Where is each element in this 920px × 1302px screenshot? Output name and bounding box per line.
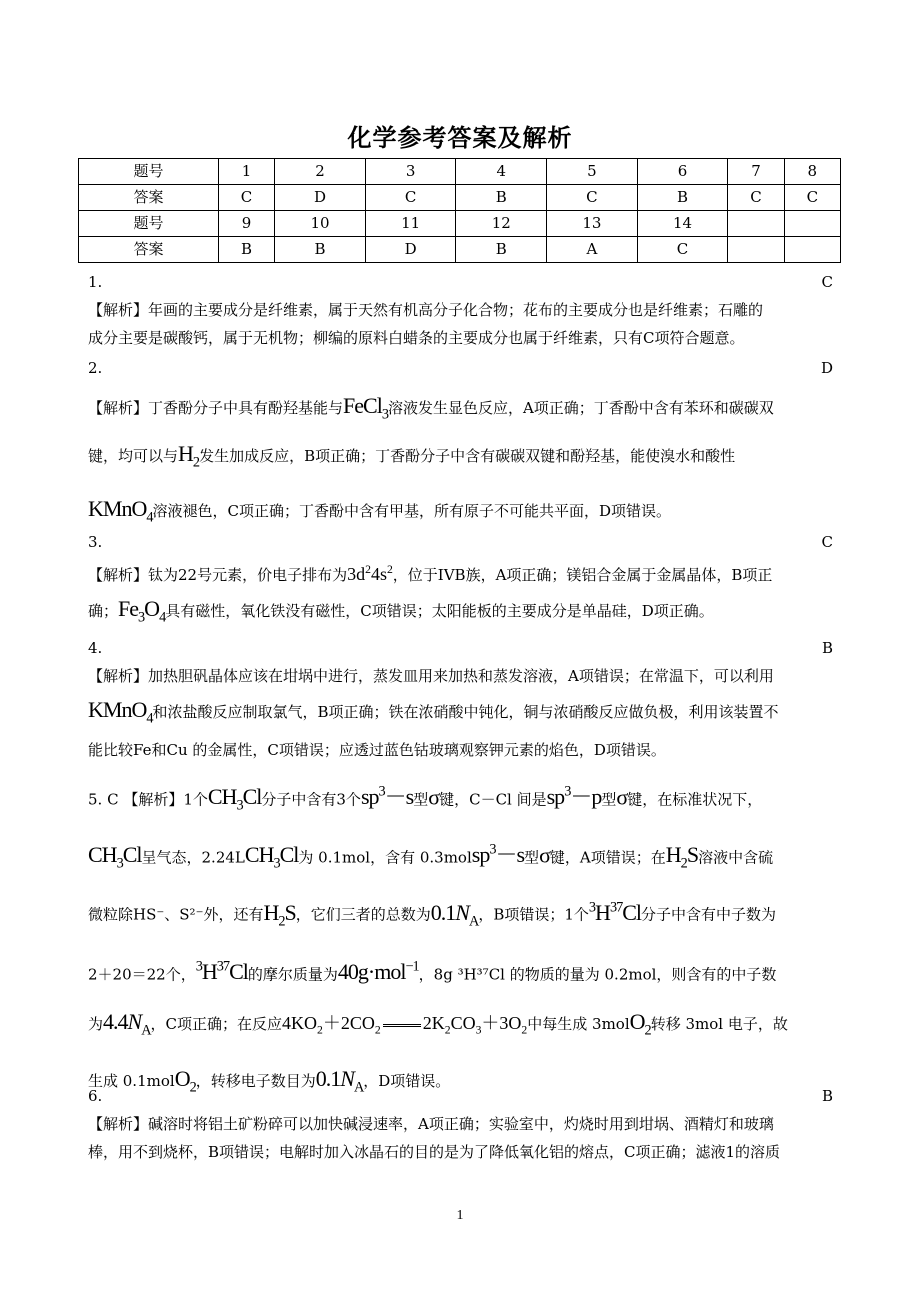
table-cell: 5 <box>547 159 638 185</box>
question-2 <box>88 354 832 531</box>
table-cell: C <box>637 237 728 263</box>
explanation-line: 确；$Fe_3O_4$具有磁性，氧化铁没有磁性，C项错误；太阳能板的主要成分是单晶硅，D项正确。 <box>88 596 714 626</box>
table-row-header: 答案 <box>79 185 219 211</box>
explanation-line: 生成 0.1molO$_2$，转移电子数目为$0.1N_A$，D项错误。 <box>88 1066 451 1096</box>
table-row-header: 答案 <box>79 237 219 263</box>
question-number: 2. <box>88 359 103 377</box>
table-cell <box>784 237 840 263</box>
answer-table <box>78 158 841 263</box>
page-number: 1 <box>456 1208 464 1223</box>
question-6 <box>88 1082 832 1166</box>
table-cell: 11 <box>365 211 456 237</box>
table-cell: C <box>784 185 840 211</box>
table-row-header: 题号 <box>79 159 219 185</box>
question-number: 4. <box>88 639 103 657</box>
explanation-line: 键，均可以与$H_2$发生加成反应，B项正确；丁香酚分子中含有碳碳双键和酚羟基，能使溴水和酸性 <box>88 441 736 471</box>
table-cell: 6 <box>637 159 728 185</box>
explanation-line: KMnO$_4$和浓盐酸反应制取氯气，B项正确；铁在浓硝酸中钝化，铜与浓硝酸反应做负极，利用该装置不 <box>88 697 779 727</box>
question-number: 3. <box>88 533 103 551</box>
table-cell <box>784 211 840 237</box>
explanation-line: KMnO$_4$溶液褪色，C项正确；丁香酚中含有甲基，所有原子不可能共平面，D项错误。 <box>88 495 672 526</box>
explanation-line: 【解析】年画的主要成分是纤维素，属于天然有机高分子化合物；花布的主要成分也是纤维素；石雕的 <box>88 301 764 319</box>
question-number: 6. <box>88 1087 103 1105</box>
question-number: 1. <box>88 273 103 291</box>
explanation-line: 【解析】丁香酚分子中具有酚羟基能与FeCl$_3$溶液发生显色反应，A项正确；丁香酚中含有苯环和碳碳双 <box>88 393 774 423</box>
question-answer: D <box>820 359 833 377</box>
explanation-line: $CH_3Cl$呈气态，$2.24LCH_3Cl$为 0.1mol，含有 0.3molsp$^3$－s型σ键，A项错误；在$H_2S$溶液中含硫 <box>88 841 774 872</box>
table-cell: 14 <box>637 211 728 237</box>
table-cell: 2 <box>275 159 366 185</box>
table-cell <box>728 237 784 263</box>
table-row-header: 题号 <box>79 211 219 237</box>
table-row <box>79 185 841 211</box>
table-cell: 9 <box>218 211 274 237</box>
table-cell: A <box>547 237 638 263</box>
table-cell: 4 <box>456 159 547 185</box>
table-cell: B <box>218 237 274 263</box>
explanation-line: 为$4.4N_A$，C项正确；在反应$4KO_2+2CO_2$ $2K_2CO_3+3O_2$中每生成 3molO$_2$转移 3mol 电子，故 <box>88 1009 788 1039</box>
explanation-line: 成分主要是碳酸钙，属于无机物；柳编的原料白蜡条的主要成分也属于纤维素，只有C项符合题意。 <box>88 329 745 347</box>
table-cell: 8 <box>784 159 840 185</box>
page-title: 化学参考答案及解析 <box>347 123 573 152</box>
explanation-line: 【解析】碱溶时将铝土矿粉碎可以加快碱浸速率，A项正确；实验室中，灼烧时用到坩埚、酒精灯和玻璃 <box>88 1115 774 1133</box>
table-cell: C <box>218 185 274 211</box>
question-5 <box>88 778 832 1101</box>
table-row <box>79 237 841 263</box>
table-cell: B <box>456 237 547 263</box>
explanation-line: 棒，用不到烧杯，B项错误；电解时加入冰晶石的目的是为了降低氧化铝的熔点，C项正确；滤液1的溶质 <box>88 1143 781 1161</box>
explanation-line: 【解析】钛为22号元素，价电子排布为$3d^24s^2$，位于IVB族，A项正确；镁铝合金属于金属晶体，B项正 <box>88 563 773 584</box>
table-cell: C <box>365 185 456 211</box>
table-cell <box>728 211 784 237</box>
question-1 <box>88 268 832 352</box>
question-answer: C <box>821 273 833 291</box>
table-cell: B <box>456 185 547 211</box>
question-answer: B <box>821 639 833 657</box>
explanation-line: 5. C 【解析】1个$CH_3Cl$分子中含有3个$sp^3-s$型σ键，C－Cl 间是$sp^3-p$型σ键，在标准状况下， <box>88 784 763 814</box>
table-row <box>79 159 841 185</box>
question-3 <box>88 528 832 631</box>
table-cell: 10 <box>275 211 366 237</box>
question-answer: B <box>821 1087 833 1105</box>
table-cell: D <box>365 237 456 263</box>
table-cell: 12 <box>456 211 547 237</box>
question-answer: C <box>821 533 833 551</box>
table-cell: C <box>547 185 638 211</box>
table-cell: C <box>728 185 784 211</box>
explanation-line: 2＋20＝22个，$^3H^{37}Cl$的摩尔质量为40g·mol$^{-1}$，8g ³H³⁷Cl 的物质的量为 0.2mol，则含有的中子数 <box>88 959 777 985</box>
table-cell: 3 <box>365 159 456 185</box>
explanation-line: 【解析】加热胆矾晶体应该在坩埚中进行，蒸发皿用来加热和蒸发溶液，A项错误；在常温下，可以利用 <box>88 667 774 685</box>
table-cell: 13 <box>547 211 638 237</box>
question-4 <box>88 634 832 764</box>
table-row <box>79 211 841 237</box>
table-cell: D <box>275 185 366 211</box>
table-cell: B <box>637 185 728 211</box>
explanation-line: 能比较Fe和Cu 的金属性，C项错误；应透过蓝色钴玻璃观察钾元素的焰色，D项错误。 <box>88 741 666 760</box>
explanation-line: 微粒除HS⁻、S²⁻外，还有$H_2S$，它们三者的总数为$0.1N_A$，B项错误；1个$^3H^{37}Cl$分子中含有中子数为 <box>88 899 777 930</box>
table-cell: B <box>275 237 366 263</box>
table-cell: 1 <box>218 159 274 185</box>
table-cell: 7 <box>728 159 784 185</box>
